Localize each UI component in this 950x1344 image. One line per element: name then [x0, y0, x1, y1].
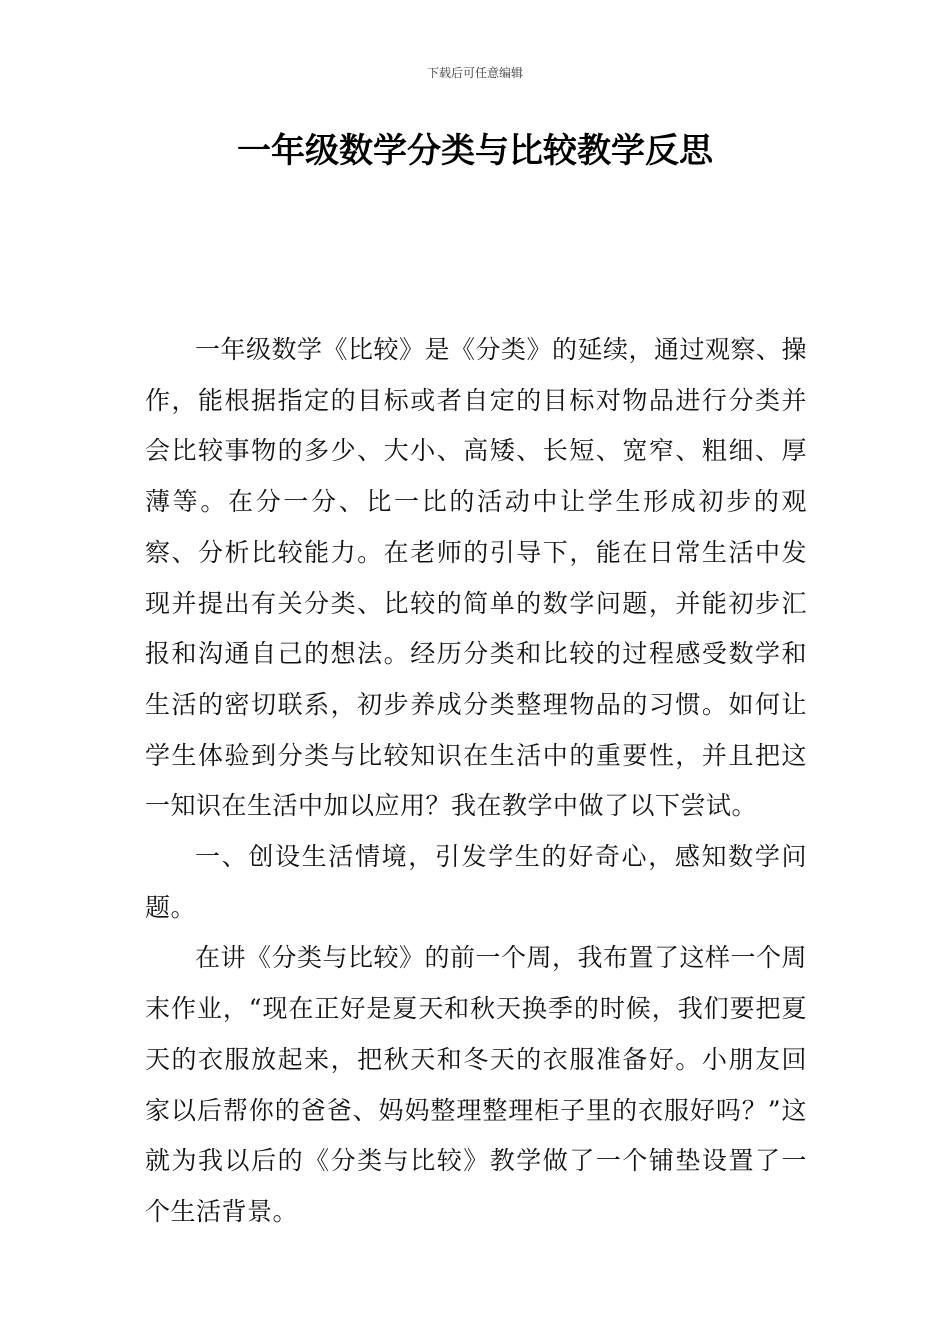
- paragraph-intro: 一年级数学《比较》是《分类》的延续，通过观察、操作，能根据指定的目标或者自定的目标对物品进行分类并会比较事物的多少、大小、高矮、长短、宽窄、粗细、厚薄等。在分一分、比一比的活动中让学生形成初步的观察、分析比较能力。在老师的引导下，能在日常生活中发现并提出有关分类、比较的简单的数学问题，并能初步汇报和沟通自己的想法。经历分类和比较的过程感受数学和生活的密切联系，初步养成分类整理物品的习惯。如何让学生体验到分类与比较知识在生活中的重要性，并且把这一知识在生活中加以应用？我在教学中做了以下尝试。: [145, 335, 808, 821]
- header-note: 下载后可任意编辑: [426, 66, 523, 80]
- paragraph-example: 在讲《分类与比较》的前一个周，我布置了这样一个周末作业，“现在正好是夏天和秋天换季的时候，我们要把夏天的衣服放起来，把秋天和冬天的衣服准备好。小朋友回家以后帮你的爸爸、妈妈整理整理柜子里的衣服好吗？”这就为我以后的《分类与比较》教学做了一个铺垫设置了一个生活背景。: [145, 943, 808, 1226]
- document-title: 一年级数学分类与比较教学反思: [237, 131, 713, 171]
- paragraph-section-heading: 一、创设生活情境，引发学生的好奇心，感知数学问题。: [145, 842, 807, 922]
- document-body: [145, 325, 807, 1238]
